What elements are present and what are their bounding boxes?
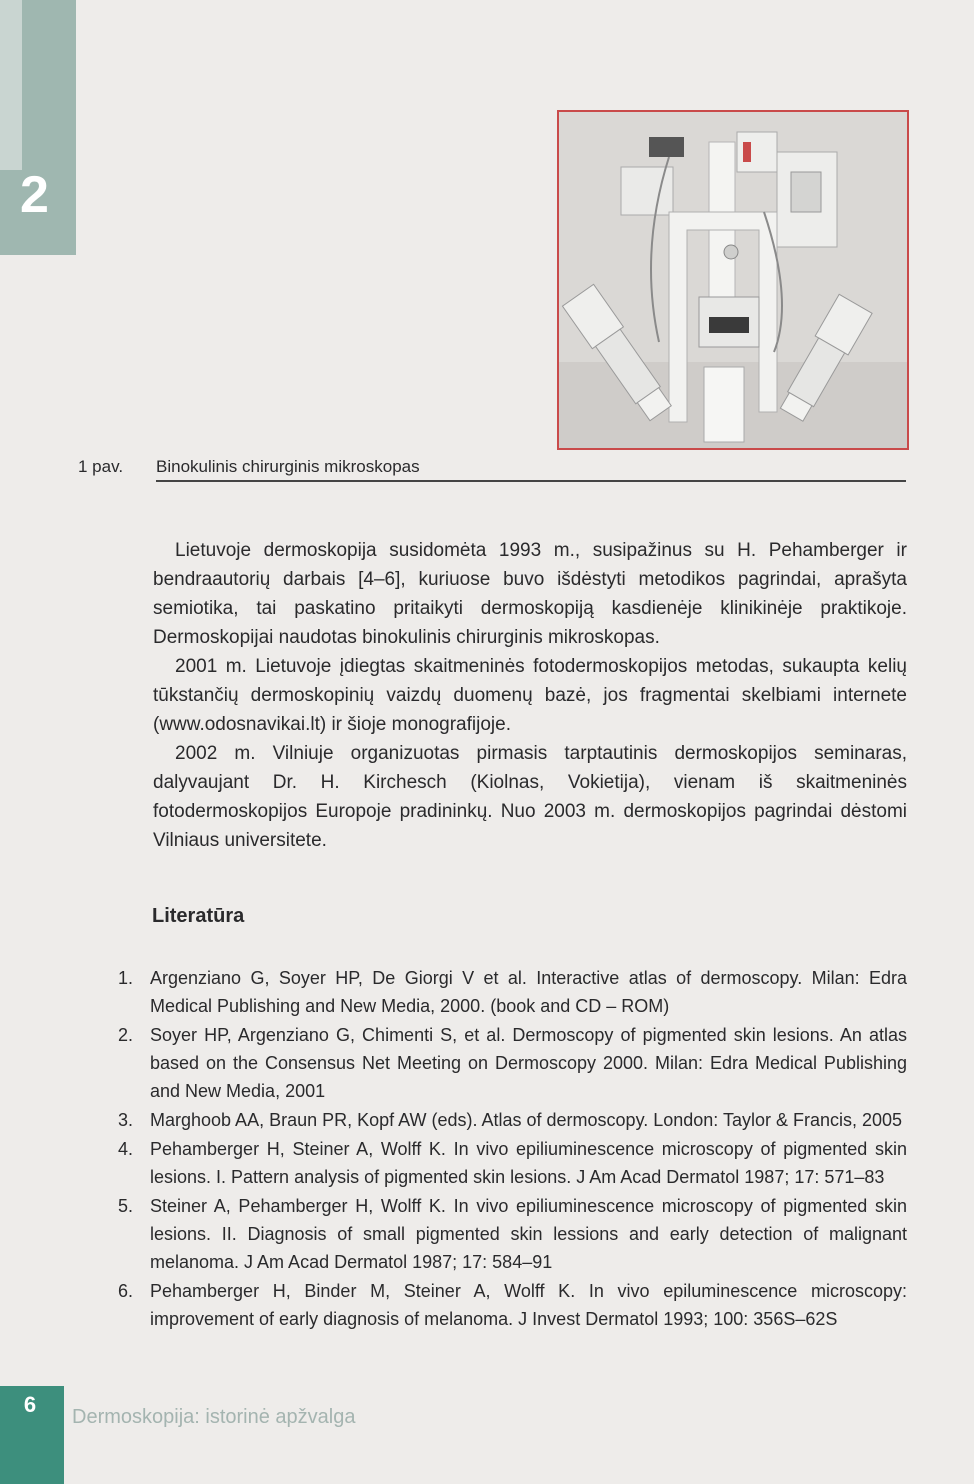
reference-number: 3.	[118, 1110, 134, 1130]
reference-number: 2.	[118, 1025, 134, 1045]
literature-heading: Literatūra	[152, 905, 245, 927]
figure-caption: Binokulinis chirurginis mikroskopas	[156, 457, 420, 476]
reference-item	[118, 1106, 907, 1134]
reference-number: 6.	[118, 1281, 134, 1301]
caption-divider	[156, 480, 906, 482]
body-paragraph: 2001 m. Lietuvoje įdiegtas skaitmeninės fotodermoskopijos metodas, sukaupta kelių tūkstančių dermoskopinių vaizdų duomenų bazė, jos fragmentai skelbiami internete (www.odosnavikai.lt) ir šioje monografijoje.	[153, 656, 907, 735]
reference-item	[118, 1021, 907, 1105]
chapter-tab-highlight	[0, 0, 22, 170]
reference-item	[118, 1277, 907, 1333]
body-text	[153, 536, 907, 855]
figure-image-frame	[557, 110, 909, 450]
chapter-number: 2	[20, 166, 49, 224]
reference-text: Argenziano G, Soyer HP, De Giorgi V et al. Interactive atlas of dermoscopy. Milan: Edra Medical Publishing and New Media, 2000. (book and CD – ROM)	[150, 968, 907, 1016]
reference-text: Steiner A, Pehamberger H, Wolff K. In vivo epiliuminescence microscopy of pigmented skin lesions. II. Diagnosis of small pigmented skin lessions and early detection of malignant melanoma. J Am Acad Dermatol 1987; 17: 584–91	[150, 1196, 907, 1272]
reference-list	[118, 964, 907, 1334]
reference-item	[118, 964, 907, 1020]
running-title: Dermoskopija: istorinė apžvalga	[72, 1406, 356, 1428]
body-paragraph: Lietuvoje dermoskopija susidomėta 1993 m., susipažinus su H. Pehamberger ir bendraautorių darbais [4–6], kuriuose buvo išdėstyti metodikos pagrindai, aprašyta semiotika, tai paskatino pritaikyti dermoskopiją kasdienėje klinikinėje praktikoje. Dermoskopijai naudotas binokulinis chirurginis mikroskopas.	[153, 540, 907, 648]
figure-number: 1 pav.	[78, 457, 124, 476]
page-number: 6	[23, 1392, 37, 1417]
microscope-illustration	[559, 112, 907, 448]
reference-number: 1.	[118, 968, 134, 988]
reference-item	[118, 1192, 907, 1276]
reference-item	[118, 1135, 907, 1191]
reference-text: Soyer HP, Argenziano G, Chimenti S, et al. Dermoscopy of pigmented skin lesions. An atlas based on the Consensus Net Meeting on Dermoscopy 2000. Milan: Edra Medical Publishing and New Media, 2001	[150, 1025, 907, 1101]
reference-number: 4.	[118, 1139, 134, 1159]
reference-number: 5.	[118, 1196, 134, 1216]
reference-text: Pehamberger H, Steiner A, Wolff K. In vivo epiliuminescence microscopy of pigmented skin lesions. I. Pattern analysis of pigmented skin lesions. J Am Acad Dermatol 1987; 17: 571–83	[150, 1139, 907, 1187]
reference-text: Marghoob AA, Braun PR, Kopf AW (eds). Atlas of dermoscopy. London: Taylor & Francis, 2005	[150, 1110, 903, 1130]
body-paragraph: 2002 m. Vilniuje organizuotas pirmasis tarptautinis dermoskopijos seminaras, dalyvaujant Dr. H. Kirchesch (Kiolnas, Vokietija), vienam iš skaitmeninės fotodermoskopijos Europoje pradininkų. Nuo 2003 m. dermoskopijos pagrindai dėstomi Vilniaus universitete.	[153, 743, 907, 851]
reference-text: Pehamberger H, Binder M, Steiner A, Wolff K. In vivo epiluminescence microscopy: improvement of early diagnosis of melanoma. J Invest Dermatol 1993; 100: 356S–62S	[150, 1281, 907, 1329]
